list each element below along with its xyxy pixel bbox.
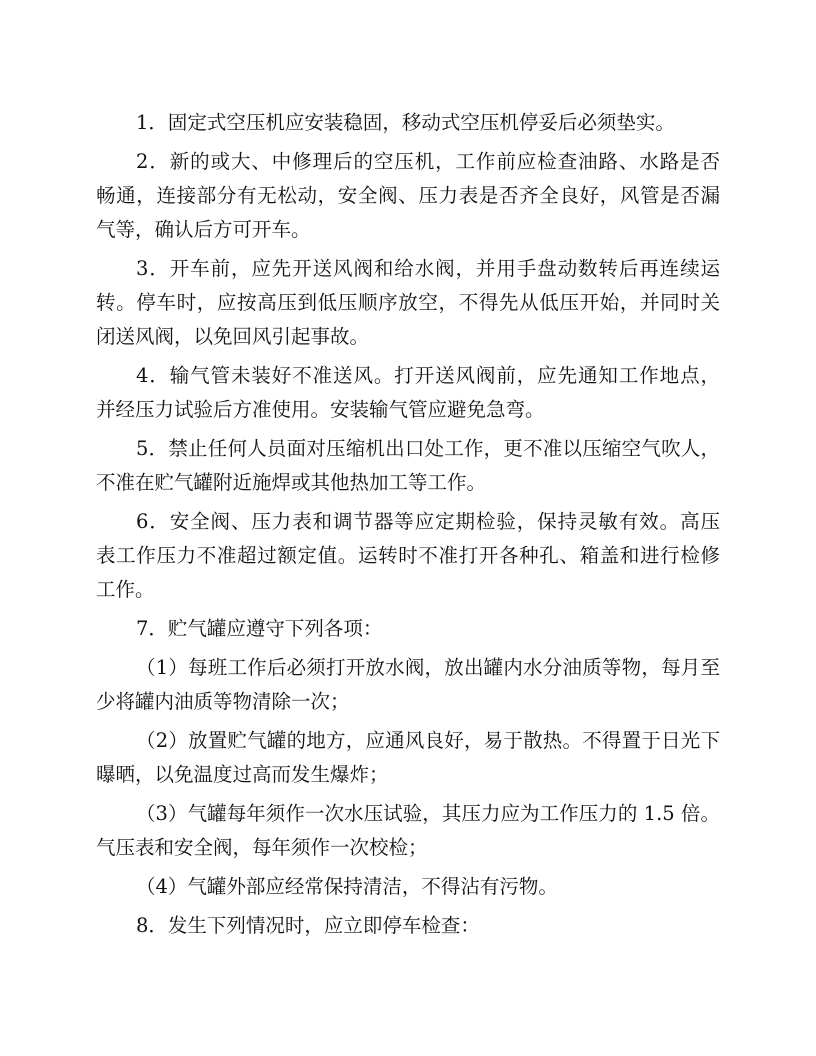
paragraph-line: 2．新的或大、中修理后的空压机，工作前应检查油路、水路是否 (136, 150, 720, 173)
paragraph-4 (96, 359, 720, 427)
paragraph-line: 6．安全阀、压力表和调节器等应定期检验，保持灵敏有效。高压 (136, 510, 720, 533)
paragraph-line: 并经压力试验后方准使用。安装输气管应避免急弯。 (96, 398, 545, 421)
paragraph-10 (96, 797, 720, 865)
paragraph-1 (96, 106, 720, 140)
paragraph-line: （3）气罐每年须作一次水压试验，其压力应为工作压力的 1.5 倍。 (136, 802, 720, 825)
paragraph-line: 4．输气管未装好不准送风。打开送风阀前，应先通知工作地点， (136, 364, 720, 387)
paragraph-line: 工作。 (96, 578, 155, 601)
document-body (96, 106, 720, 948)
paragraph-7 (96, 612, 720, 646)
paragraph-line: 1．固定式空压机应安装稳固，移动式空压机停妥后必须垫实。 (136, 111, 675, 134)
paragraph-12 (96, 909, 720, 943)
paragraph-line: 气压表和安全阀，每年须作一次校检； (96, 836, 428, 859)
paragraph-9 (96, 724, 720, 792)
paragraph-line: 畅通，连接部分有无松动，安全阀、压力表是否齐全良好，风管是否漏 (96, 184, 720, 207)
paragraph-2 (96, 145, 720, 247)
paragraph-line: （4）气罐外部应经常保持清洁，不得沾有污物。 (136, 875, 558, 898)
paragraph-line: 不准在贮气罐附近施焊或其他热加工等工作。 (96, 471, 487, 494)
paragraph-line: 5．禁止任何人员面对压缩机出口处工作，更不准以压缩空气吹人， (136, 437, 720, 460)
paragraph-line: 气等，确认后方可开车。 (96, 218, 311, 241)
paragraph-line: （1）每班工作后必须打开放水阀，放出罐内水分油质等物，每月至 (136, 656, 720, 679)
paragraph-line: 闭送风阀，以免回风引起事故。 (96, 325, 370, 348)
paragraph-11 (96, 870, 720, 904)
paragraph-line: 3．开车前，应先开送风阀和给水阀，并用手盘动数转后再连续运 (136, 257, 720, 280)
paragraph-line: 少将罐内油质等物清除一次； (96, 690, 350, 713)
paragraph-line: 转。停车时，应按高压到低压顺序放空，不得先从低压开始，并同时关 (96, 291, 720, 314)
paragraph-6 (96, 505, 720, 607)
paragraph-line: 7．贮气罐应遵守下列各项： (136, 617, 383, 640)
paragraph-line: 8．发生下列情况时，应立即停车检查： (136, 914, 480, 937)
paragraph-5 (96, 432, 720, 500)
paragraph-line: 表工作压力不准超过额定值。运转时不准打开各种孔、箱盖和进行检修 (96, 544, 720, 567)
paragraph-line: （2）放置贮气罐的地方，应通风良好，易于散热。不得置于日光下 (136, 729, 720, 752)
paragraph-3 (96, 252, 720, 354)
paragraph-8 (96, 651, 720, 719)
paragraph-line: 曝晒，以免温度过高而发生爆炸； (96, 763, 389, 786)
